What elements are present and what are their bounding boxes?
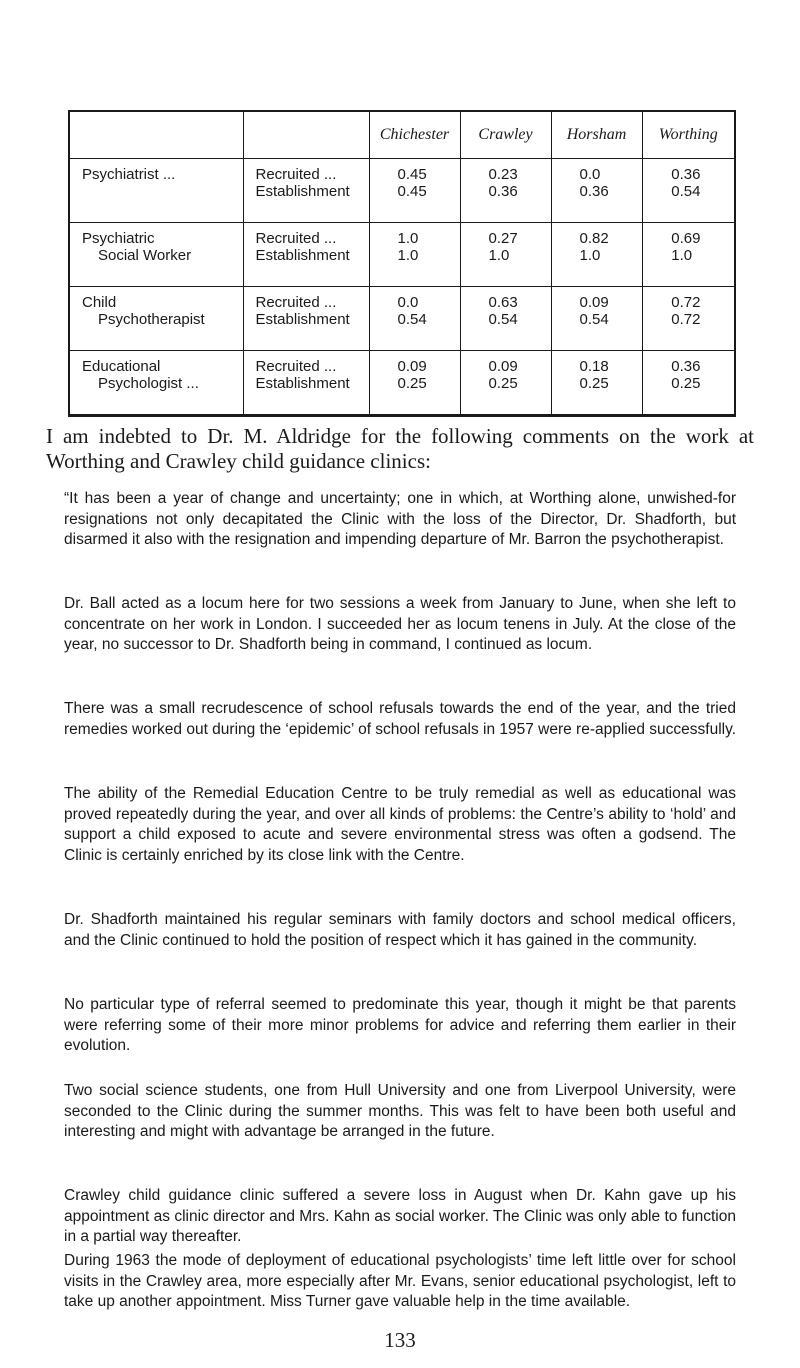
table-row xyxy=(69,351,735,416)
value: 0.54 xyxy=(397,311,427,328)
paragraph-text: Dr. Ball acted as a locum here for two sessions a week from January to June, when she left to concentrate on her work in London. I succeeded her as locum tenens in July. At the close of the year, no successor to Dr. Shadforth being in command, I continued as locum. xyxy=(64,595,736,653)
value: 0.45 xyxy=(397,183,427,200)
value: 0.09 xyxy=(488,358,518,375)
role-cell xyxy=(69,223,243,287)
paragraph-text: Crawley child guidance clinic suffered a severe loss in August when Dr. Kahn gave up his appointment as clinic director and Mrs. Kahn as social worker. The Clinic was only able to function in a partial way thereafter. xyxy=(64,1187,736,1245)
header-cell xyxy=(243,111,369,159)
paragraph xyxy=(64,995,736,1057)
value: 1.0 xyxy=(488,247,510,264)
value-cell xyxy=(551,351,642,416)
value: 0.36 xyxy=(488,183,518,200)
role-line: Social Worker xyxy=(98,247,192,264)
value: 0.18 xyxy=(579,358,609,375)
kind-line: Establishment xyxy=(255,183,350,200)
value: 0.25 xyxy=(579,375,609,392)
header-horsham: Horsham xyxy=(551,111,642,159)
value: 0.72 xyxy=(671,294,701,311)
value-cell xyxy=(369,287,460,351)
value-cell xyxy=(369,223,460,287)
role-line: Psychiatric xyxy=(82,230,155,247)
kind-cell xyxy=(243,351,369,416)
value: 0.63 xyxy=(488,294,518,311)
role-line: Psychologist ... xyxy=(98,375,199,392)
kind-line: Recruited ... xyxy=(255,166,337,183)
kind-cell xyxy=(243,159,369,223)
value-cell xyxy=(369,351,460,416)
value: 1.0 xyxy=(579,247,601,264)
table-row xyxy=(69,223,735,287)
role-line: Child xyxy=(82,294,117,311)
table-row xyxy=(69,287,735,351)
value-cell xyxy=(642,351,735,416)
role-line: Educational xyxy=(82,358,161,375)
paragraph xyxy=(64,1081,736,1143)
paragraph-text: There was a small recrudescence of school refusals towards the end of the year, and the tried remedies worked out during the ‘epidemic’ of school refusals in 1957 were re-applied successfully. xyxy=(64,700,737,738)
staffing-table xyxy=(68,110,736,417)
kind-line: Establishment xyxy=(255,247,350,264)
kind-cell xyxy=(243,287,369,351)
value: 1.0 xyxy=(397,247,419,264)
value: 0.27 xyxy=(488,230,518,247)
paragraph-text: During 1963 the mode of deployment of educational psychologists’ time left little over for school visits in the Crawley area, more especially after Mr. Evans, senior educational psychologist, left to take up another appointment. Miss Turner gave valuable help in the time available. xyxy=(64,1252,736,1310)
value: 0.54 xyxy=(488,311,518,328)
kind-line: Establishment xyxy=(255,375,350,392)
value: 0.36 xyxy=(671,358,701,375)
paragraph xyxy=(64,489,736,551)
table-row xyxy=(69,159,735,223)
value: 0.0 xyxy=(397,294,419,311)
paragraph xyxy=(64,1186,736,1248)
value-cell xyxy=(460,223,551,287)
paragraph-text: The ability of the Remedial Education Centre to be truly remedial as well as educational was proved repeatedly during the year, and over all kinds of problems: the Centre’s ability to ‘hold’ and support a child exposed to acute and severe environmental stress was often a godsend. The Clinic is certainly enriched by its close link with the Centre. xyxy=(64,785,736,864)
value: 0.36 xyxy=(671,166,701,183)
paragraph-text: No particular type of referral seemed to predominate this year, though it might be that parents were referring some of their more minor problems for advice and referring them earlier in their evolution. xyxy=(64,996,736,1054)
paragraph xyxy=(64,1251,736,1313)
value-cell xyxy=(460,287,551,351)
value: 0.25 xyxy=(488,375,518,392)
header-cell xyxy=(69,111,243,159)
role-cell xyxy=(69,159,243,223)
header-chichester: Chichester xyxy=(369,111,460,159)
role-cell xyxy=(69,287,243,351)
table-header-row xyxy=(69,111,735,159)
value-cell xyxy=(642,223,735,287)
value: 0.36 xyxy=(579,183,609,200)
kind-line: Recruited ... xyxy=(255,294,337,311)
value-cell xyxy=(551,159,642,223)
paragraph xyxy=(64,784,736,866)
paragraph xyxy=(64,699,736,740)
intro-paragraph: I am indebted to Dr. M. Aldridge for the following comments on the work at Worthing and Crawley child guidance clinics: xyxy=(46,424,754,473)
value: 0.54 xyxy=(671,183,701,200)
page-number: 133 xyxy=(384,1328,416,1352)
value-cell xyxy=(551,223,642,287)
kind-line: Recruited ... xyxy=(255,358,337,375)
value: 0.45 xyxy=(397,166,427,183)
value: 0.09 xyxy=(579,294,609,311)
value: 0.23 xyxy=(488,166,518,183)
value: 0.0 xyxy=(579,166,601,183)
paragraph xyxy=(64,594,736,656)
kind-line: Establishment xyxy=(255,311,350,328)
kind-cell xyxy=(243,223,369,287)
value: 0.25 xyxy=(671,375,701,392)
value: 1.0 xyxy=(671,247,693,264)
paragraph-text: Two social science students, one from Hull University and one from Liverpool University, were seconded to the Clinic during the summer months. This was felt to have been both useful and interesting and might with advantage be arranged in the future. xyxy=(64,1082,736,1140)
value-cell xyxy=(369,159,460,223)
value: 0.69 xyxy=(671,230,701,247)
value: 0.09 xyxy=(397,358,427,375)
role-line: Psychiatrist ... xyxy=(82,166,176,183)
header-crawley: Crawley xyxy=(460,111,551,159)
kind-line: Recruited ... xyxy=(255,230,337,247)
value: 1.0 xyxy=(397,230,419,247)
role-cell xyxy=(69,351,243,416)
value-cell xyxy=(642,159,735,223)
paragraph-text: “It has been a year of change and uncertainty; one in which, at Worthing alone, unwished-for resignations not only decapitated the Clinic with the loss of the Director, Dr. Shadforth, but disarmed it also with the resignation and impending departure of Mr. Barron the psychotherapist. xyxy=(64,490,736,548)
paragraph-text: Dr. Shadforth maintained his regular seminars with family doctors and school medical officers, and the Clinic continued to hold the position of respect which it has gained in the community. xyxy=(64,911,736,949)
header-worthing: Worthing xyxy=(642,111,735,159)
value: 0.72 xyxy=(671,311,701,328)
value: 0.25 xyxy=(397,375,427,392)
value: 0.54 xyxy=(579,311,609,328)
value-cell xyxy=(551,287,642,351)
role-line: Psychotherapist xyxy=(98,311,205,328)
value-cell xyxy=(460,159,551,223)
value-cell xyxy=(460,351,551,416)
value-cell xyxy=(642,287,735,351)
value: 0.82 xyxy=(579,230,609,247)
paragraph xyxy=(64,910,736,951)
